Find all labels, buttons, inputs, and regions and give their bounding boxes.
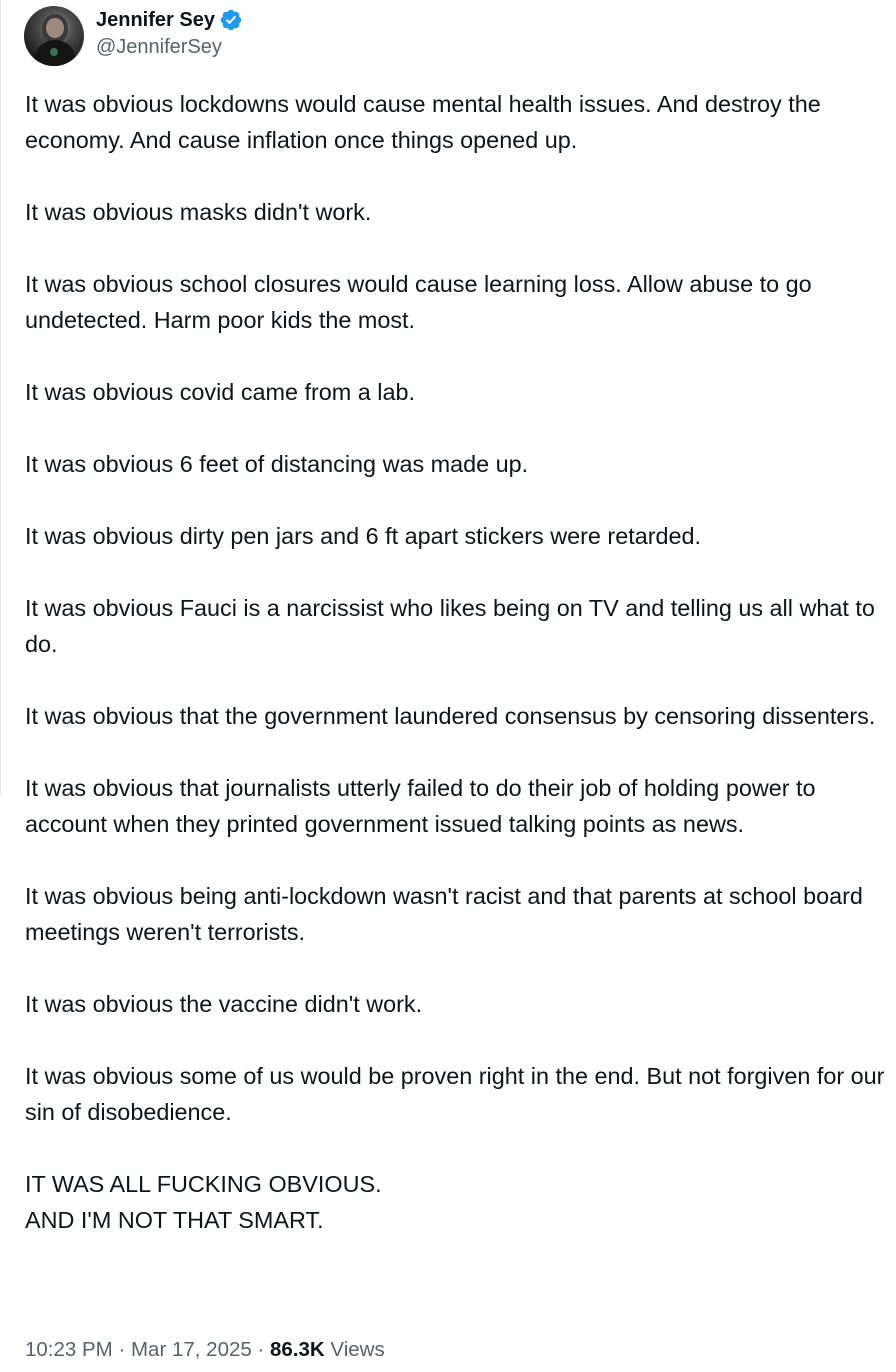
tweet-paragraph: It was obvious some of us would be proven right in the end. But not forgiven for our sin of disobedience. [25, 1063, 891, 1125]
meta-separator: · [112, 1338, 131, 1361]
tweet-metadata [25, 1334, 385, 1366]
avatar[interactable] [24, 6, 84, 66]
tweet-paragraph: IT WAS ALL FUCKING OBVIOUS. AND I'M NOT THAT SMART. [25, 1171, 382, 1233]
user-handle[interactable]: @JenniferSey [96, 36, 222, 58]
tweet-date[interactable]: Mar 17, 2025 [130, 1338, 252, 1361]
tweet-text [25, 86, 891, 1238]
name-row [96, 6, 243, 34]
tweet-paragraph: It was obvious Fauci is a narcissist who likes being on TV and telling us all what to do. [25, 595, 882, 657]
tweet-paragraph: It was obvious school closures would cause learning loss. Allow abuse to go undetected. Harm poor kids the most. [25, 271, 819, 333]
tweet-paragraph: It was obvious that journalists utterly failed to do their job of holding power to account when they printed government issued talking points as news. [25, 775, 823, 837]
views-label: Views [324, 1338, 385, 1361]
views-count[interactable]: 86.3K [270, 1338, 325, 1361]
tweet-time[interactable]: 10:23 PM [25, 1338, 113, 1361]
tweet-paragraph: It was obvious lockdowns would cause mental health issues. And destroy the economy. And cause inflation once things opened up. [25, 91, 828, 153]
verified-badge-icon[interactable] [219, 8, 243, 32]
display-name[interactable]: Jennifer Sey [96, 9, 215, 31]
tweet-paragraph: It was obvious covid came from a lab. [25, 379, 416, 405]
tweet-paragraph: It was obvious that the government laundered consensus by censoring dissenters. [25, 703, 876, 729]
meta-separator: · [251, 1338, 270, 1361]
tweet-paragraph: It was obvious being anti-lockdown wasn't racist and that parents at school board meetings weren't terrorists. [25, 883, 870, 945]
tweet-header [24, 6, 243, 68]
thread-divider [0, 0, 1, 796]
tweet-paragraph: It was obvious the vaccine didn't work. [25, 991, 423, 1017]
tweet-paragraph: It was obvious dirty pen jars and 6 ft apart stickers were retarded. [25, 523, 702, 549]
tweet-paragraph: It was obvious masks didn't work. [25, 199, 372, 225]
user-info [96, 6, 243, 59]
tweet-paragraph: It was obvious 6 feet of distancing was made up. [25, 451, 529, 477]
